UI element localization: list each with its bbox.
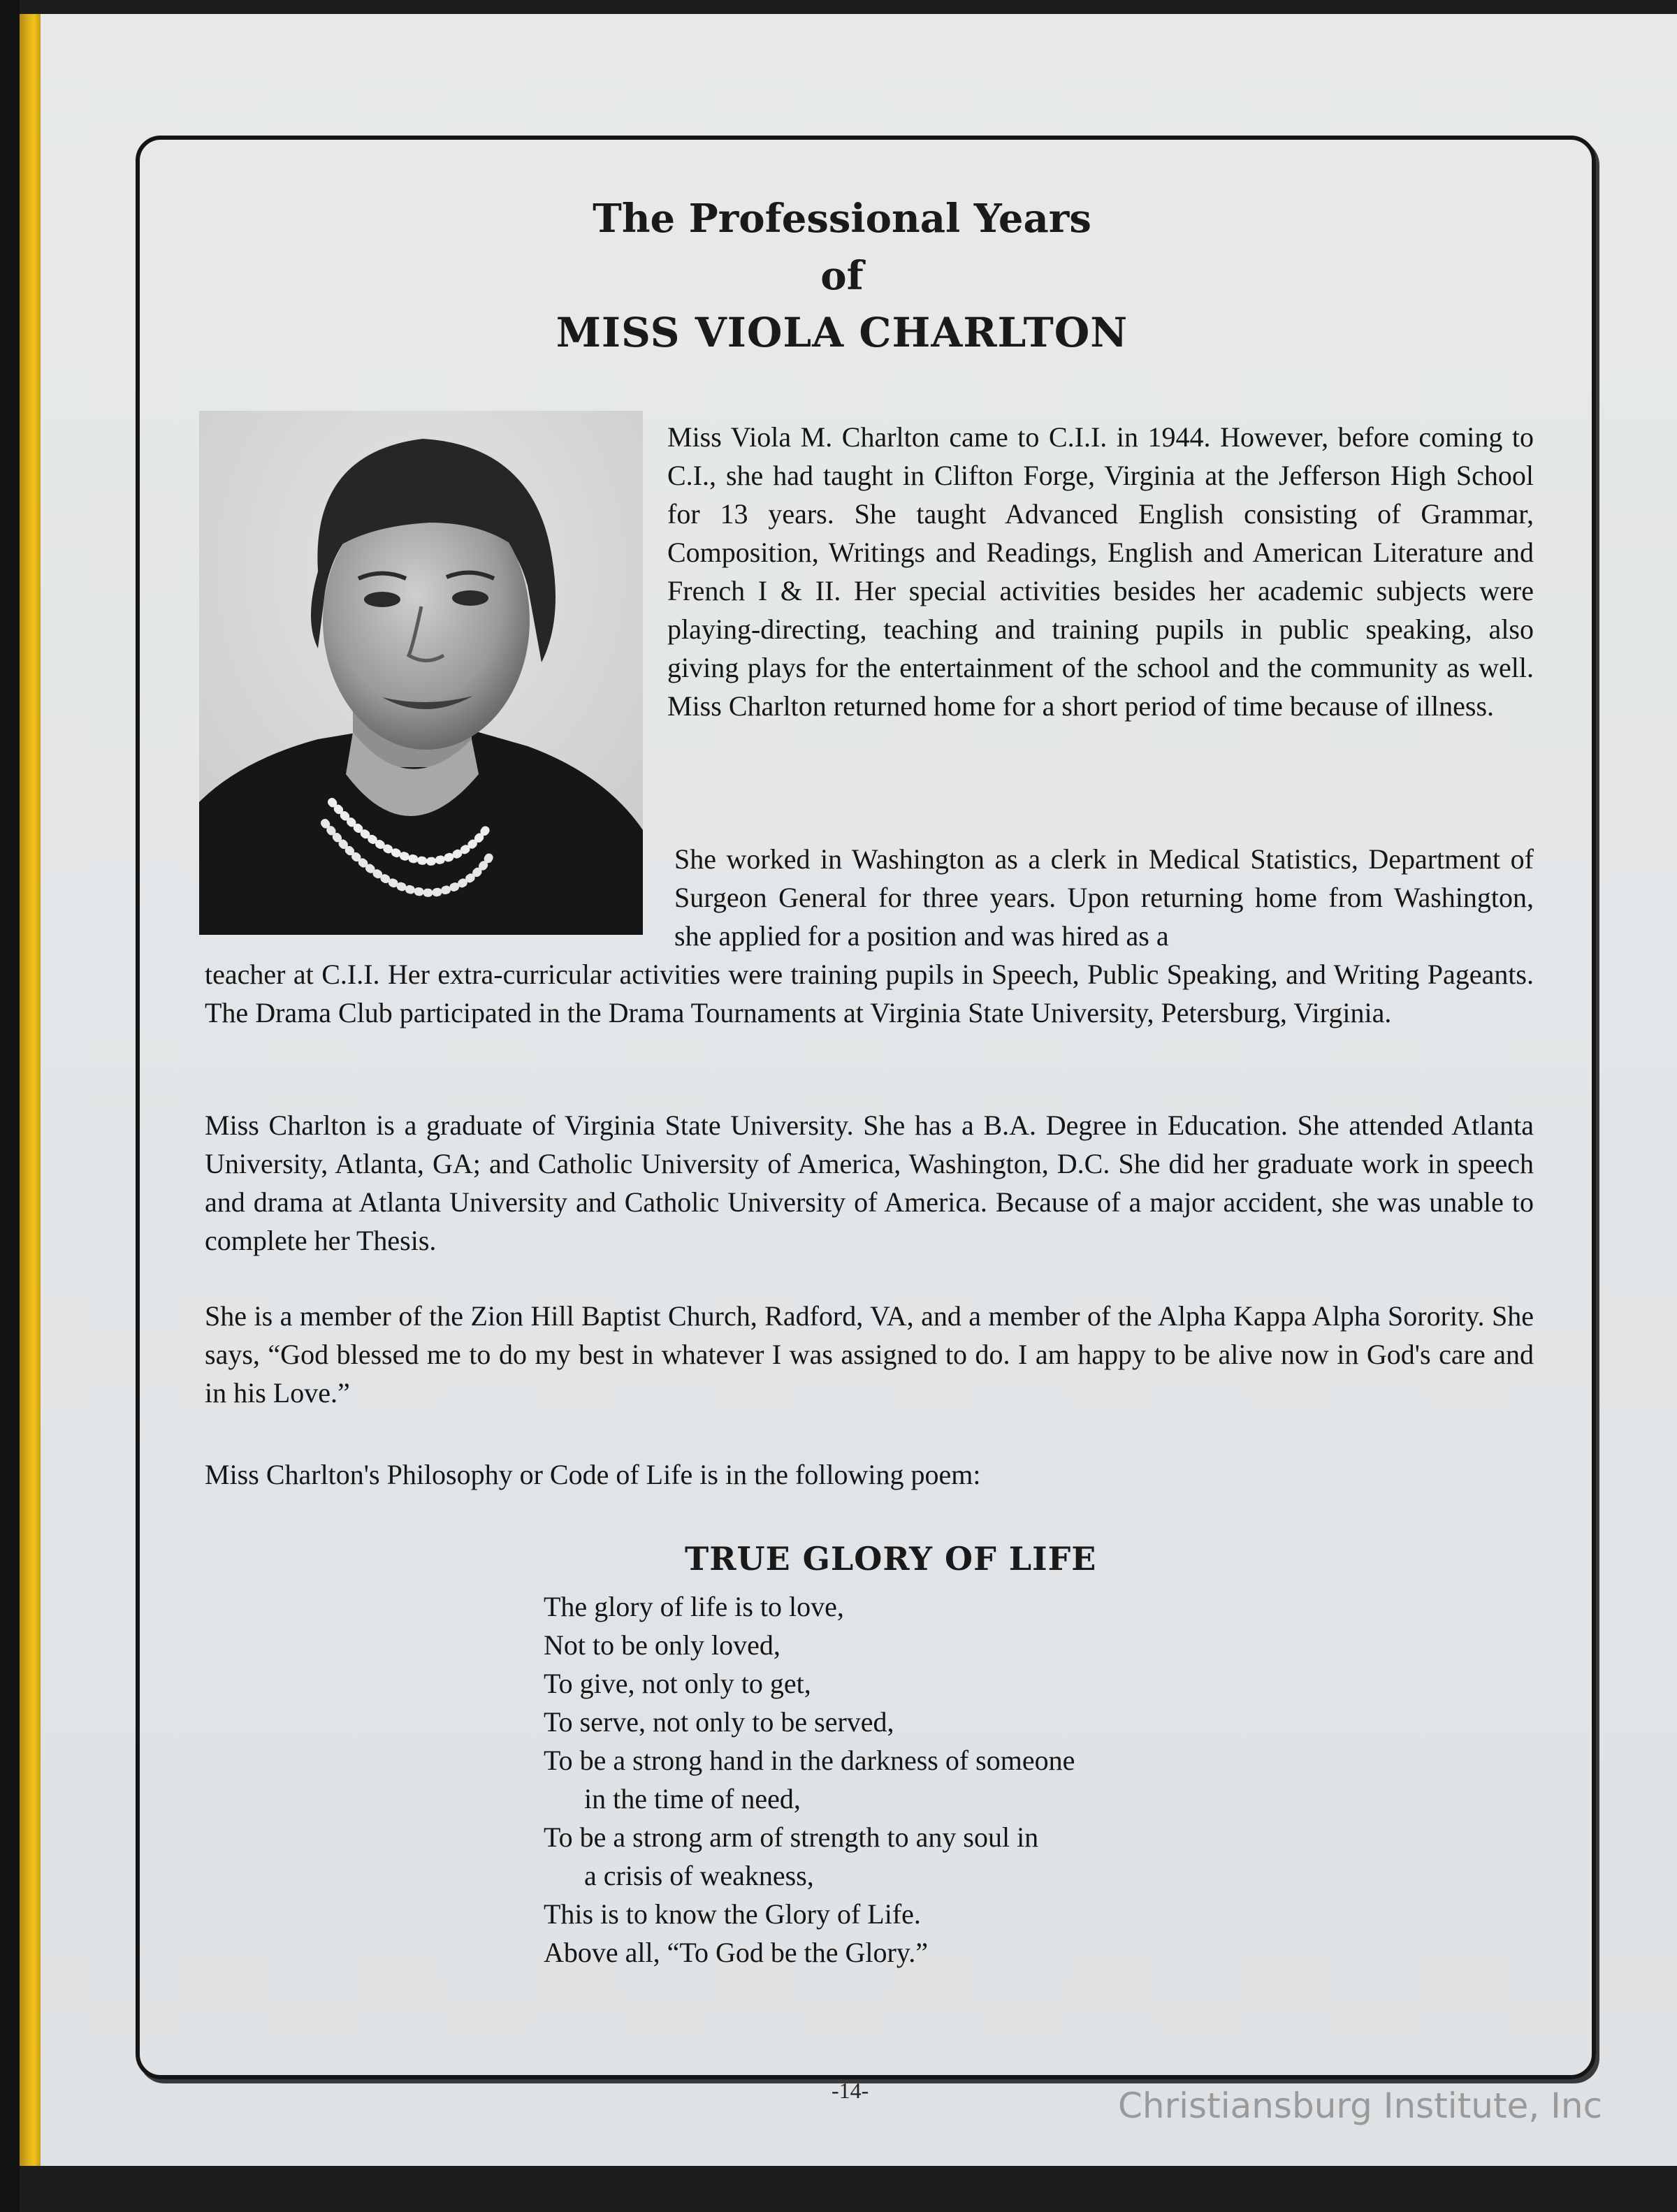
book-spine xyxy=(0,0,20,2212)
paragraph-education: Miss Charlton is a graduate of Virginia State University. She has a B.A. Degree in Education. She attended Atlanta University, Atlanta, GA; and Catholic University of America, Washington, D.C. She did her graduate work in speech and drama at Atlanta University and Catholic University of America. Because of a major accident, she was unable to complete her Thesis. xyxy=(205,1109,1534,1256)
paragraph-washington-end: teacher at C.I.I. Her extra-curricular activities were training pupils in Speech, Public Speaking, and Writing Pageants. The Drama Club participated in the Drama Tournaments at Virginia State University, Petersburg, Virginia. xyxy=(205,959,1534,1028)
watermark: Christiansburg Institute, Inc xyxy=(1118,2086,1603,2126)
poem-title: TRUE GLORY OF LIFE xyxy=(685,1540,1097,1578)
page-number: -14- xyxy=(832,2078,869,2103)
heading-line-1: The Professional Years xyxy=(593,196,1091,242)
poem-line: To be a strong hand in the darkness of someone xyxy=(544,1745,1075,1776)
portrait-photo-icon xyxy=(199,411,643,935)
poem xyxy=(544,1587,1312,1972)
heading-name: MISS VIOLA CHARLTON xyxy=(556,309,1128,356)
yellow-cover-edge xyxy=(20,14,41,2166)
paragraph-church: She is a member of the Zion Hill Baptist Church, Radford, VA, and a member of the Alpha Kappa Alpha Sorority. She says, “God blessed me to do my best in whatever I was assigned to do. I am happy to be alive now in God's care and in his Love.” xyxy=(205,1300,1534,1409)
poem-line: To give, not only to get, xyxy=(544,1668,811,1699)
poem-line: in the time of need, xyxy=(584,1783,801,1814)
heading-line-2: of xyxy=(820,253,864,299)
paragraph-intro: Miss Viola M. Charlton came to C.I.I. in 1944. However, before coming to C.I., she had taught in Clifton Forge, Virginia at the Jefferson High School for 13 years. She taught Advanced English consisting of Grammar, Composition, Writings and Readings, English and American Literature and French I & II. Her special activities besides her academic subjects were playing-directing, teaching and training pupils in public speaking, also giving plays for the entertainment of the school and the community as well. Miss Charlton returned home for a short period of time because of illness. xyxy=(667,421,1534,722)
poem-line: The glory of life is to love, xyxy=(544,1591,844,1622)
poem-line: This is to know the Glory of Life. xyxy=(544,1898,921,1930)
poem-line: a crisis of weakness, xyxy=(584,1860,814,1891)
poem-line: Not to be only loved, xyxy=(544,1629,781,1661)
poem-line: To serve, not only to be served, xyxy=(544,1706,894,1738)
poem-line: Above all, “To God be the Glory.” xyxy=(544,1937,928,1968)
poem-line: To be a strong arm of strength to any soul in xyxy=(544,1821,1039,1853)
paragraph-philosophy: Miss Charlton's Philosophy or Code of Life is in the following poem: xyxy=(205,1459,981,1490)
paragraph-washington-start: She worked in Washington as a clerk in Medical Statistics, Department of Surgeon General for three years. Upon returning home from Washington, she applied for a position and was hired as a xyxy=(674,843,1534,952)
